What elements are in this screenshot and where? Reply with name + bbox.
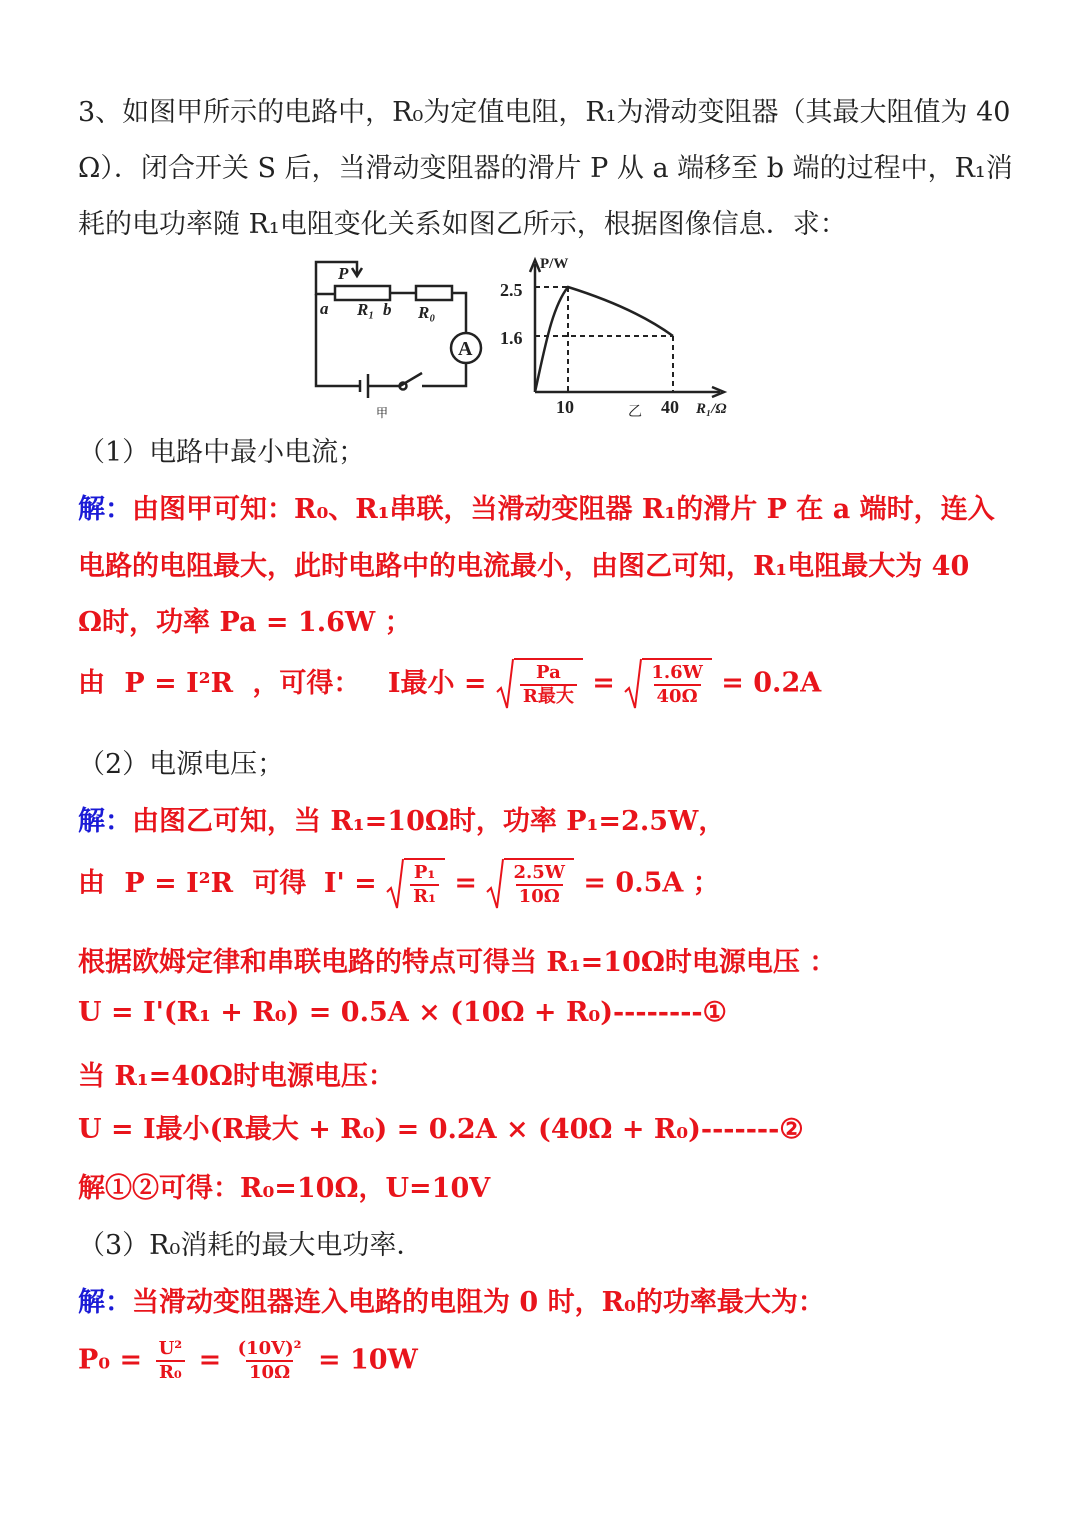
graph-y-axis-label: P/W bbox=[540, 256, 569, 272]
formula-prefix: 由 bbox=[78, 867, 105, 899]
frac-den-10ohm: 10Ω bbox=[516, 884, 563, 908]
answer-1-formula-line: 由 P = I²R ，可得： I最小 = $\frac{Pa}{\text{R最大}}$ = $\frac{1.6W}{40\Omega}$ = 0.2A bbox=[78, 658, 821, 710]
question-2: （2）电源电压； bbox=[78, 749, 285, 780]
sqrt-1 bbox=[496, 658, 583, 710]
answer-2-formula-line: 由 P = I²R 可得 I' = $\frac{\text{P₁}}{\text{R₁}}$ = $\frac{2.5W}{10\Omega}$ = 0.5A ； bbox=[78, 858, 720, 910]
answer-1-end: ； bbox=[384, 607, 412, 638]
label-r1: R₁ bbox=[357, 300, 375, 319]
question-3: （3）R₀消耗的最大电功率． bbox=[78, 1230, 424, 1261]
problem-line-3: 耗的电功率随 R₁电阻变化关系如图乙所示，根据图像信息．求： bbox=[78, 209, 847, 240]
jie-label: 解： bbox=[78, 1287, 132, 1318]
equation-1: U = I'(R₁ + R₀) = 0.5A × (10Ω + R₀)--------① bbox=[78, 997, 727, 1028]
formula-result-0-2a: = 0.2A bbox=[721, 667, 822, 699]
sqrt-4 bbox=[486, 858, 574, 910]
graph-tick-10: 10 bbox=[556, 397, 574, 417]
formula-mid: ，可得： bbox=[252, 667, 361, 699]
formula-result-10w: = 10W bbox=[317, 1344, 418, 1376]
ammeter-label: A bbox=[458, 338, 473, 360]
answer-1-line-2: 电路的电阻最大，此时电路中的电流最小，由图乙可知，R₁电阻最大为 40 bbox=[78, 551, 970, 582]
circuit-and-graph-svg bbox=[300, 252, 750, 427]
caption-jia: 甲 bbox=[376, 406, 389, 420]
answer-1-line-3 bbox=[78, 600, 412, 639]
problem-figure bbox=[300, 252, 750, 427]
frac-den-40ohm: 40Ω bbox=[654, 684, 701, 708]
label-b: b bbox=[383, 300, 392, 319]
frac-num-pa: Pa bbox=[536, 662, 561, 683]
answer-2-line-4: 解①②可得：R₀=10Ω，U=10V bbox=[78, 1173, 491, 1204]
label-r0: R₀ bbox=[418, 303, 436, 322]
formula-p0: P₀ = bbox=[78, 1344, 143, 1376]
frac-num-p1: P₁ bbox=[413, 862, 436, 883]
frac-num-2-5w: 2.5W bbox=[513, 862, 565, 883]
problem-line-1: 3、如图甲所示的电路中，R₀为定值电阻，R₁为滑动变阻器（其最大阻值为 40 bbox=[78, 97, 1011, 128]
answer-1-text-3: Ω时，功率 bbox=[78, 607, 220, 638]
answer-2-text-1: 由图乙可知，当 R₁=10Ω时，功率 P₁=2.5W， bbox=[132, 806, 726, 837]
answer-2-line-3: 当 R₁=40Ω时电源电压： bbox=[78, 1061, 395, 1092]
formula-result-0-5a: = 0.5A ； bbox=[583, 867, 720, 899]
graph-tick-1-6: 1.6 bbox=[500, 328, 523, 348]
answer-3-formula-line: P₀ = $\frac{\text{U²}}{\text{R₀}}$ = $\frac{\text{(10V)²}}{10\Omega}$ = 10W bbox=[78, 1338, 418, 1383]
frac-den-rmax: R最大 bbox=[520, 684, 577, 708]
question-1: （1）电路中最小电流； bbox=[78, 437, 366, 468]
answer-1-text-1: 由图甲可知：R₀、R₁串联，当滑动变阻器 R₁的滑片 P 在 a 端时，连入 bbox=[132, 494, 995, 525]
graph-tick-2-5: 2.5 bbox=[500, 280, 523, 300]
frac-den-10ohm-2: 10Ω bbox=[246, 1360, 293, 1384]
frac-den-r1: R₁ bbox=[410, 884, 439, 908]
label-p: P bbox=[338, 264, 349, 283]
answer-3-text-1: 当滑动变阻器连入电路的电阻为 0 时，R₀的功率最大为： bbox=[132, 1287, 825, 1318]
answer-2-line-1 bbox=[78, 799, 725, 838]
graph-tick-40: 40 bbox=[661, 397, 679, 417]
answer-2-line-2: 根据欧姆定律和串联电路的特点可得当 R₁=10Ω时电源电压 ： bbox=[78, 947, 837, 978]
label-a: a bbox=[320, 299, 329, 318]
problem-line-2: Ω）．闭合开关 S 后，当滑动变阻器的滑片 P 从 a 端移至 b 端的过程中，R₁消 bbox=[78, 153, 1013, 184]
frac-num-u2: U² bbox=[158, 1338, 183, 1359]
frac-den-r0: R₀ bbox=[156, 1360, 185, 1384]
formula-i-min: I最小 = bbox=[387, 667, 487, 699]
jie-label: 解： bbox=[78, 494, 132, 525]
formula-pa: Pa = 1.6W bbox=[219, 607, 376, 638]
formula-i-prime: I' = bbox=[323, 867, 377, 899]
formula-ohm-power: P = I²R bbox=[124, 667, 234, 699]
frac-num-10v2: (10V)² bbox=[237, 1338, 302, 1359]
jie-label: 解： bbox=[78, 806, 132, 837]
formula-prefix: 由 bbox=[78, 667, 105, 699]
power-graph bbox=[500, 256, 727, 420]
formula-ohm-power: P = I²R bbox=[124, 867, 234, 899]
sqrt-2 bbox=[624, 658, 712, 710]
caption-yi: 乙 bbox=[628, 405, 642, 420]
answer-1-line-1 bbox=[78, 487, 995, 526]
sqrt-3 bbox=[386, 858, 445, 910]
graph-x-axis-label: R₁/Ω bbox=[696, 401, 727, 417]
formula-mid: 可得 bbox=[252, 867, 307, 899]
equation-2: U = I最小(R最大 + R₀) = 0.2A × (40Ω + R₀)-------② bbox=[78, 1114, 804, 1145]
answer-3-line-1 bbox=[78, 1280, 825, 1319]
frac-num-1-6w: 1.6W bbox=[651, 662, 703, 683]
